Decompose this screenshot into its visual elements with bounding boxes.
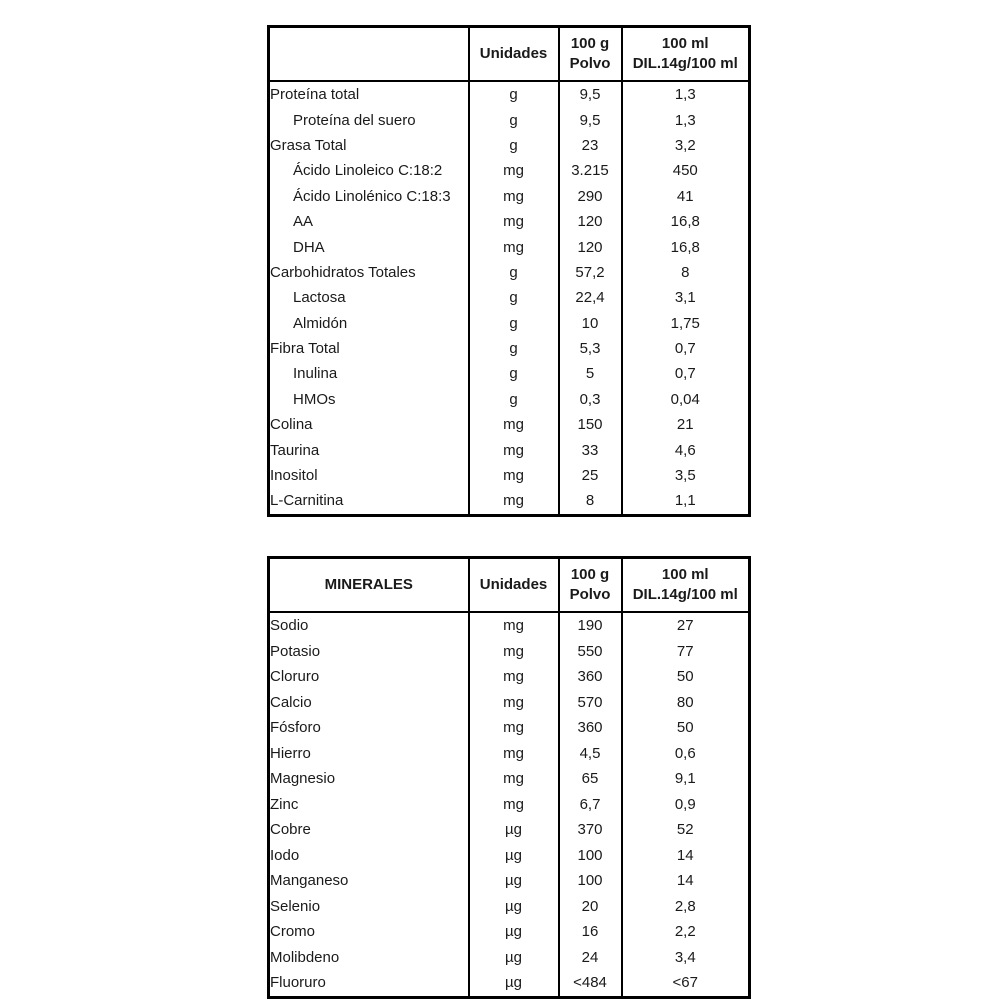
nutrient-label: Inositol: [270, 467, 318, 485]
header-cell-100g-polvo: [559, 27, 622, 82]
table-row: [269, 285, 750, 310]
unit-value: g: [469, 361, 559, 386]
per-100g-value: 120: [559, 209, 622, 234]
header-row: [269, 27, 750, 82]
header-cell-100g-polvo: [559, 558, 622, 613]
unit-value: mg: [469, 437, 559, 462]
per-100g-value: 120: [559, 234, 622, 259]
unit-value: mg: [469, 766, 559, 792]
header-100g-line2: Polvo: [569, 586, 611, 603]
table-row: [269, 107, 750, 132]
header-100g-line1: 100 g: [570, 34, 610, 52]
per-100g-value: 57,2: [559, 260, 622, 285]
per-100g-value: <484: [559, 970, 622, 997]
per-100g-value: 360: [559, 664, 622, 690]
per-100ml-value: 9,1: [622, 766, 750, 792]
unit-value: µg: [469, 868, 559, 894]
header-cell-empty: [269, 27, 469, 82]
table-row: [269, 664, 750, 690]
table-row: [269, 766, 750, 792]
per-100ml-value: 3,5: [622, 463, 750, 488]
per-100g-value: 9,5: [559, 81, 622, 107]
nutrient-label: Fluoruro: [270, 974, 326, 992]
per-100ml-value: 77: [622, 639, 750, 665]
per-100ml-value: 1,3: [622, 107, 750, 132]
unit-value: g: [469, 311, 559, 336]
nutrient-label: Selenio: [270, 897, 321, 915]
per-100g-value: 150: [559, 412, 622, 437]
header-100ml-line1: 100 ml: [661, 565, 709, 583]
unit-value: mg: [469, 612, 559, 639]
per-100g-value: 8: [559, 488, 622, 515]
nutrient-label: Carbohidratos Totales: [270, 263, 416, 281]
per-100g-value: 6,7: [559, 792, 622, 818]
nutrient-label: AA: [293, 213, 314, 231]
table-row: [269, 639, 750, 665]
per-100g-value: 370: [559, 817, 622, 843]
per-100ml-value: 50: [622, 664, 750, 690]
nutrient-label: Ácido Linoleico C:18:2: [293, 162, 443, 180]
header-cell-100ml-dil: [622, 27, 750, 82]
table-row: [269, 868, 750, 894]
per-100ml-value: 80: [622, 690, 750, 716]
header-cell-minerales: MINERALES: [269, 558, 469, 613]
per-100g-value: 9,5: [559, 107, 622, 132]
per-100ml-value: 2,8: [622, 894, 750, 920]
nutrients-table-body: [269, 81, 750, 515]
nutrient-label: Almidón: [293, 314, 348, 332]
per-100ml-value: 4,6: [622, 437, 750, 462]
unit-value: µg: [469, 919, 559, 945]
nutrient-label: Cobre: [270, 821, 311, 839]
per-100ml-value: 3,2: [622, 133, 750, 158]
per-100ml-value: 0,7: [622, 336, 750, 361]
nutrient-label: DHA: [293, 238, 325, 256]
per-100g-value: 190: [559, 612, 622, 639]
per-100g-value: 20: [559, 894, 622, 920]
nutrient-label: Hierro: [270, 744, 311, 762]
per-100g-value: 100: [559, 868, 622, 894]
nutrient-label: Sodio: [270, 617, 309, 635]
table-row: [269, 945, 750, 971]
nutrient-label: Fósforo: [270, 719, 321, 737]
per-100g-value: 0,3: [559, 387, 622, 412]
unit-value: g: [469, 107, 559, 132]
unit-value: µg: [469, 843, 559, 869]
per-100g-value: 4,5: [559, 741, 622, 767]
table-row: [269, 488, 750, 515]
table-row: [269, 817, 750, 843]
unit-value: g: [469, 336, 559, 361]
per-100ml-value: <67: [622, 970, 750, 997]
per-100ml-value: 52: [622, 817, 750, 843]
per-100ml-value: 0,04: [622, 387, 750, 412]
table-row: [269, 336, 750, 361]
header-cell-unidades: Unidades: [469, 558, 559, 613]
nutrient-label: HMOs: [293, 390, 336, 408]
header-100ml-line1: 100 ml: [661, 34, 709, 52]
unit-value: mg: [469, 184, 559, 209]
per-100g-value: 24: [559, 945, 622, 971]
unit-value: mg: [469, 412, 559, 437]
table-row: [269, 311, 750, 336]
unit-value: µg: [469, 817, 559, 843]
table-row: [269, 184, 750, 209]
nutrient-label: Colina: [270, 416, 313, 434]
unit-value: g: [469, 387, 559, 412]
per-100g-value: 550: [559, 639, 622, 665]
minerals-table-body: [269, 612, 750, 997]
unit-value: g: [469, 285, 559, 310]
per-100ml-value: 450: [622, 158, 750, 183]
per-100ml-value: 16,8: [622, 234, 750, 259]
header-100g-line2: Polvo: [569, 55, 611, 72]
table-row: [269, 741, 750, 767]
table-row: [269, 894, 750, 920]
table-row: [269, 970, 750, 997]
unit-value: µg: [469, 945, 559, 971]
unit-value: µg: [469, 894, 559, 920]
per-100ml-value: 16,8: [622, 209, 750, 234]
per-100ml-value: 1,3: [622, 81, 750, 107]
nutrient-label: Manganeso: [270, 872, 349, 890]
table-row: [269, 361, 750, 386]
per-100g-value: 23: [559, 133, 622, 158]
per-100ml-value: 1,75: [622, 311, 750, 336]
per-100g-value: 360: [559, 715, 622, 741]
per-100g-value: 5,3: [559, 336, 622, 361]
table-row: [269, 690, 750, 716]
minerals-table: [267, 556, 751, 999]
nutrient-label: Zinc: [270, 795, 299, 813]
per-100ml-value: 0,7: [622, 361, 750, 386]
table-row: [269, 463, 750, 488]
per-100g-value: 22,4: [559, 285, 622, 310]
unit-value: mg: [469, 741, 559, 767]
per-100g-value: 33: [559, 437, 622, 462]
per-100g-value: 10: [559, 311, 622, 336]
unit-value: mg: [469, 639, 559, 665]
nutrient-label: Taurina: [270, 441, 320, 459]
nutrient-label: Calcio: [270, 693, 312, 711]
unit-value: mg: [469, 664, 559, 690]
nutrient-label: Iodo: [270, 846, 300, 864]
nutrient-label: Potasio: [270, 642, 321, 660]
nutrient-label: L-Carnitina: [270, 492, 344, 510]
table-row: [269, 158, 750, 183]
unit-value: mg: [469, 158, 559, 183]
unit-value: g: [469, 81, 559, 107]
unit-value: µg: [469, 970, 559, 997]
per-100g-value: 65: [559, 766, 622, 792]
per-100g-value: 5: [559, 361, 622, 386]
unit-value: mg: [469, 690, 559, 716]
per-100ml-value: 21: [622, 412, 750, 437]
per-100ml-value: 41: [622, 184, 750, 209]
per-100g-value: 3.215: [559, 158, 622, 183]
nutrient-label: Grasa Total: [270, 136, 347, 154]
per-100ml-value: 27: [622, 612, 750, 639]
header-100ml-line2: DIL.14g/100 ml: [632, 55, 738, 72]
table-row: [269, 412, 750, 437]
nutrient-label: Cloruro: [270, 668, 320, 686]
per-100ml-value: 2,2: [622, 919, 750, 945]
table-row: [269, 843, 750, 869]
per-100ml-value: 1,1: [622, 488, 750, 515]
nutrient-label: Molibdeno: [270, 948, 340, 966]
per-100ml-value: 14: [622, 843, 750, 869]
per-100ml-value: 8: [622, 260, 750, 285]
table-row: [269, 234, 750, 259]
per-100ml-value: 0,9: [622, 792, 750, 818]
per-100ml-value: 3,1: [622, 285, 750, 310]
unit-value: mg: [469, 209, 559, 234]
nutrient-label: Proteína del suero: [293, 111, 416, 129]
table-row: [269, 133, 750, 158]
per-100ml-value: 0,6: [622, 741, 750, 767]
table-row: [269, 209, 750, 234]
table-row: [269, 437, 750, 462]
per-100ml-value: 14: [622, 868, 750, 894]
unit-value: mg: [469, 234, 559, 259]
unit-value: g: [469, 260, 559, 285]
header-100ml-line2: DIL.14g/100 ml: [632, 586, 738, 603]
table-row: [269, 715, 750, 741]
unit-value: mg: [469, 792, 559, 818]
header-cell-100ml-dil: [622, 558, 750, 613]
table-row: [269, 387, 750, 412]
per-100ml-value: 3,4: [622, 945, 750, 971]
per-100ml-value: 50: [622, 715, 750, 741]
unit-value: mg: [469, 488, 559, 515]
nutrient-label: Inulina: [293, 365, 338, 383]
table-row: [269, 612, 750, 639]
nutrient-label: Ácido Linolénico C:18:3: [293, 187, 451, 205]
minerals-table-header: [269, 558, 750, 613]
table-row: [269, 260, 750, 285]
header-100g-line1: 100 g: [570, 565, 610, 583]
table-row: [269, 81, 750, 107]
nutrient-label: Cromo: [270, 923, 316, 941]
nutrient-label: Fibra Total: [270, 340, 340, 358]
unit-value: mg: [469, 715, 559, 741]
per-100g-value: 290: [559, 184, 622, 209]
header-row: [269, 558, 750, 613]
nutrient-label: Proteína total: [270, 86, 360, 104]
per-100g-value: 16: [559, 919, 622, 945]
table-row: [269, 792, 750, 818]
per-100g-value: 100: [559, 843, 622, 869]
unit-value: mg: [469, 463, 559, 488]
per-100g-value: 570: [559, 690, 622, 716]
table-row: [269, 919, 750, 945]
nutrient-label: Lactosa: [293, 289, 346, 307]
nutrients-table-header: [269, 27, 750, 82]
unit-value: g: [469, 133, 559, 158]
per-100g-value: 25: [559, 463, 622, 488]
nutrient-label: Magnesio: [270, 770, 336, 788]
nutrients-table: [267, 25, 751, 517]
header-cell-unidades: Unidades: [469, 27, 559, 82]
